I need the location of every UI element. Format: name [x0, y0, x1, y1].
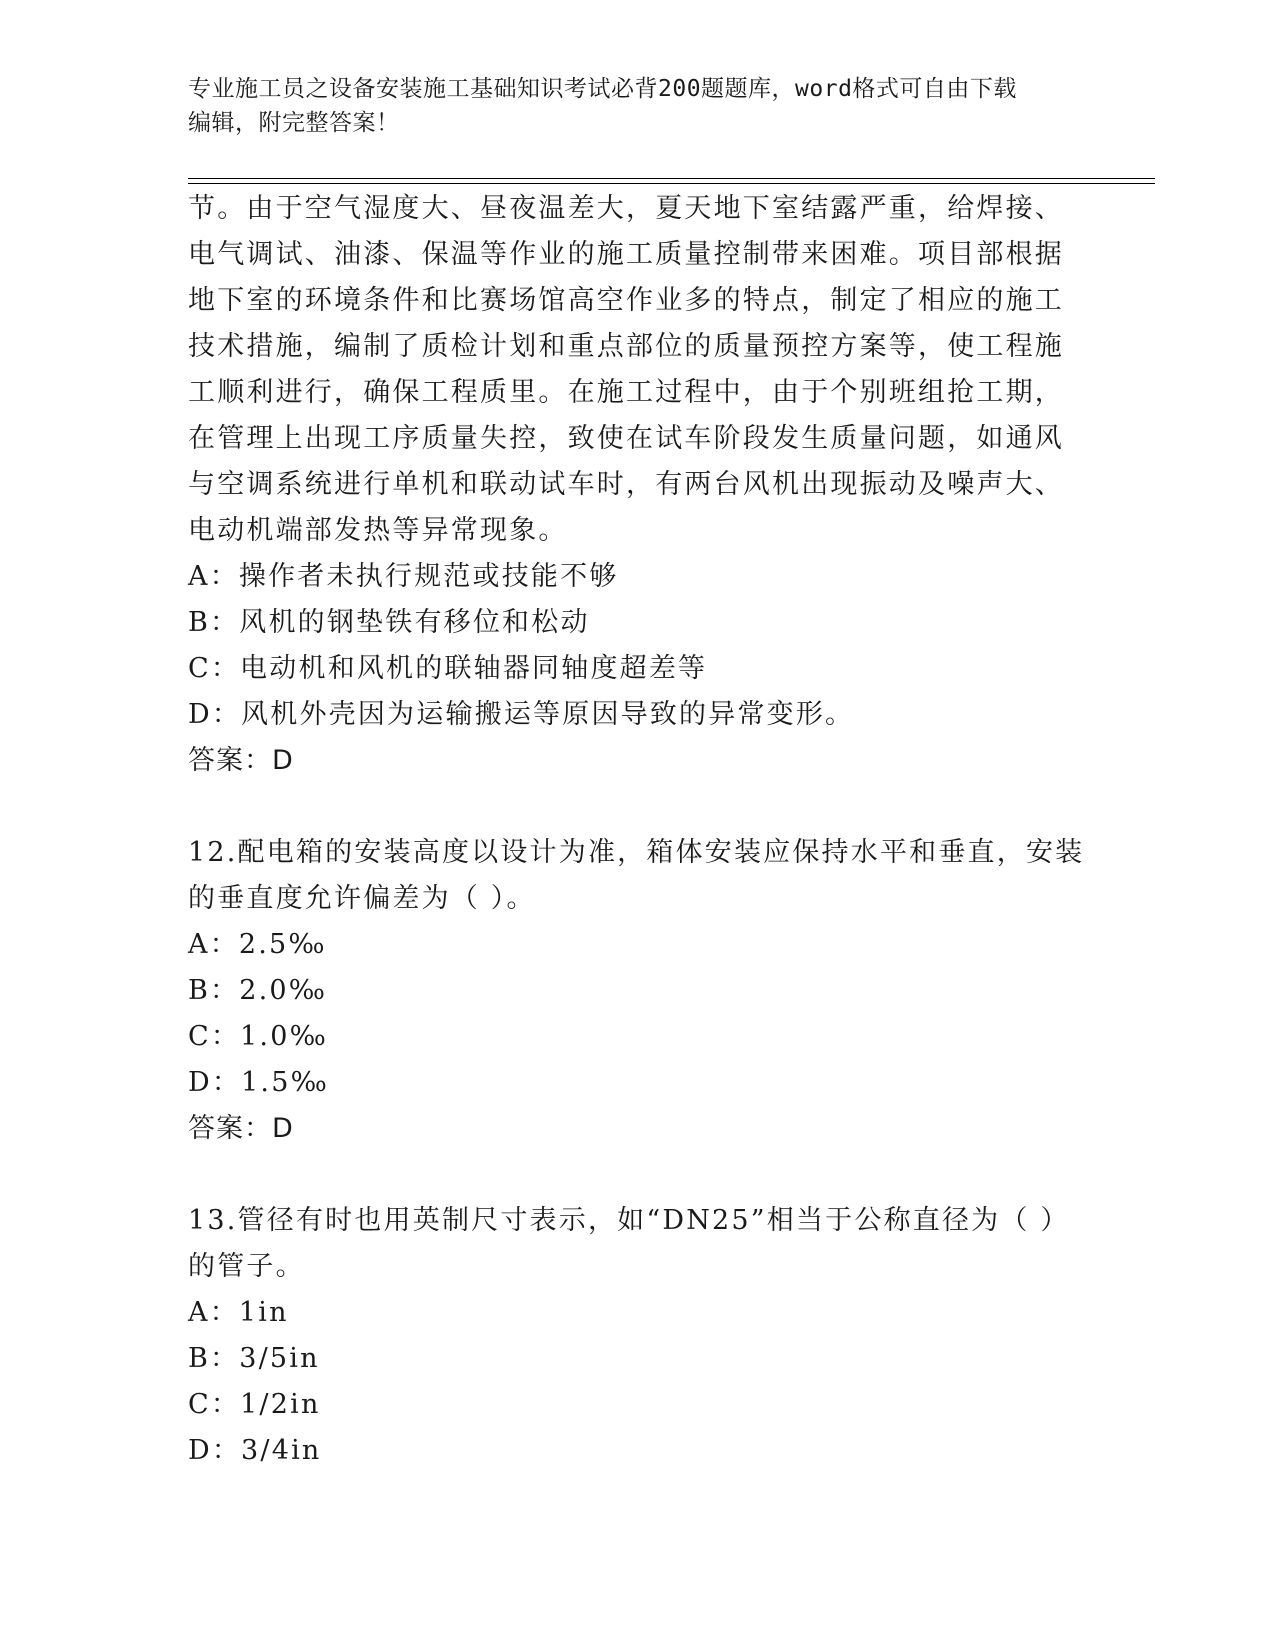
header-title-line-2: 编辑，附完整答案！ [188, 110, 400, 136]
question-12 [188, 830, 1088, 1152]
header-double-rule [188, 178, 1155, 184]
question-stem-line: 电动机端部发热等异常现象。 [188, 515, 568, 546]
answer-label: 答案：D [188, 1113, 294, 1144]
question-stem-line: 电气调试、油漆、保温等作业的施工质量控制带来困难。项目部根据 [188, 239, 1064, 270]
option-c: C：1/2in [188, 1389, 321, 1420]
question-stem-line: 技术措施，编制了质检计划和重点部位的质量预控方案等，使工程施 [188, 331, 1064, 362]
document-body [188, 186, 1088, 1474]
option-c: C：电动机和风机的联轴器同轴度超差等 [188, 653, 708, 684]
option-d: D：1.5‰ [188, 1067, 330, 1098]
option-b: B：风机的钢垫铁有移位和松动 [188, 607, 590, 638]
question-stem-line: 在管理上出现工序质量失控，致使在试车阶段发生质量问题，如通风 [188, 423, 1064, 454]
question-gap [188, 784, 1088, 830]
question-stem-line: 的管子。 [188, 1251, 305, 1282]
question-stem-line: 节。由于空气湿度大、昼夜温差大，夏天地下室结露严重，给焊接、 [188, 193, 1064, 224]
header-title-line-1: 专业施工员之设备安装施工基础知识考试必背200题题库，word格式可自由下载 [188, 76, 1017, 102]
question-11 [188, 186, 1088, 784]
option-d: D：风机外壳因为运输搬运等原因导致的异常变形。 [188, 699, 855, 730]
question-stem-line: 13.管径有时也用英制尺寸表示，如“DN25”相当于公称直径为（ ） [188, 1205, 1070, 1236]
answer-label: 答案：D [188, 745, 294, 776]
question-stem-line: 12.配电箱的安装高度以设计为准，箱体安装应保持水平和垂直，安装 [188, 837, 1085, 868]
question-stem-line: 工顺利进行，确保工程质里。在施工过程中，由于个别班组抢工期， [188, 377, 1064, 408]
option-a: A：操作者未执行规范或技能不够 [188, 561, 619, 592]
question-gap [188, 1152, 1088, 1198]
option-a: A：2.5‰ [188, 929, 327, 960]
question-13 [188, 1198, 1088, 1474]
question-stem-line: 与空调系统进行单机和联动试车时，有两台风机出现振动及噪声大、 [188, 469, 1064, 500]
option-b: B：3/5in [188, 1343, 320, 1374]
page-header [188, 72, 1088, 140]
option-d: D：3/4in [188, 1435, 322, 1466]
option-a: A：1in [188, 1297, 289, 1328]
option-b: B：2.0‰ [188, 975, 328, 1006]
question-stem-line: 的垂直度允许偏差为（ ）。 [188, 883, 536, 914]
question-stem-line: 地下室的环境条件和比赛场馆高空作业多的特点，制定了相应的施工 [188, 285, 1064, 316]
option-c: C：1.0‰ [188, 1021, 329, 1052]
